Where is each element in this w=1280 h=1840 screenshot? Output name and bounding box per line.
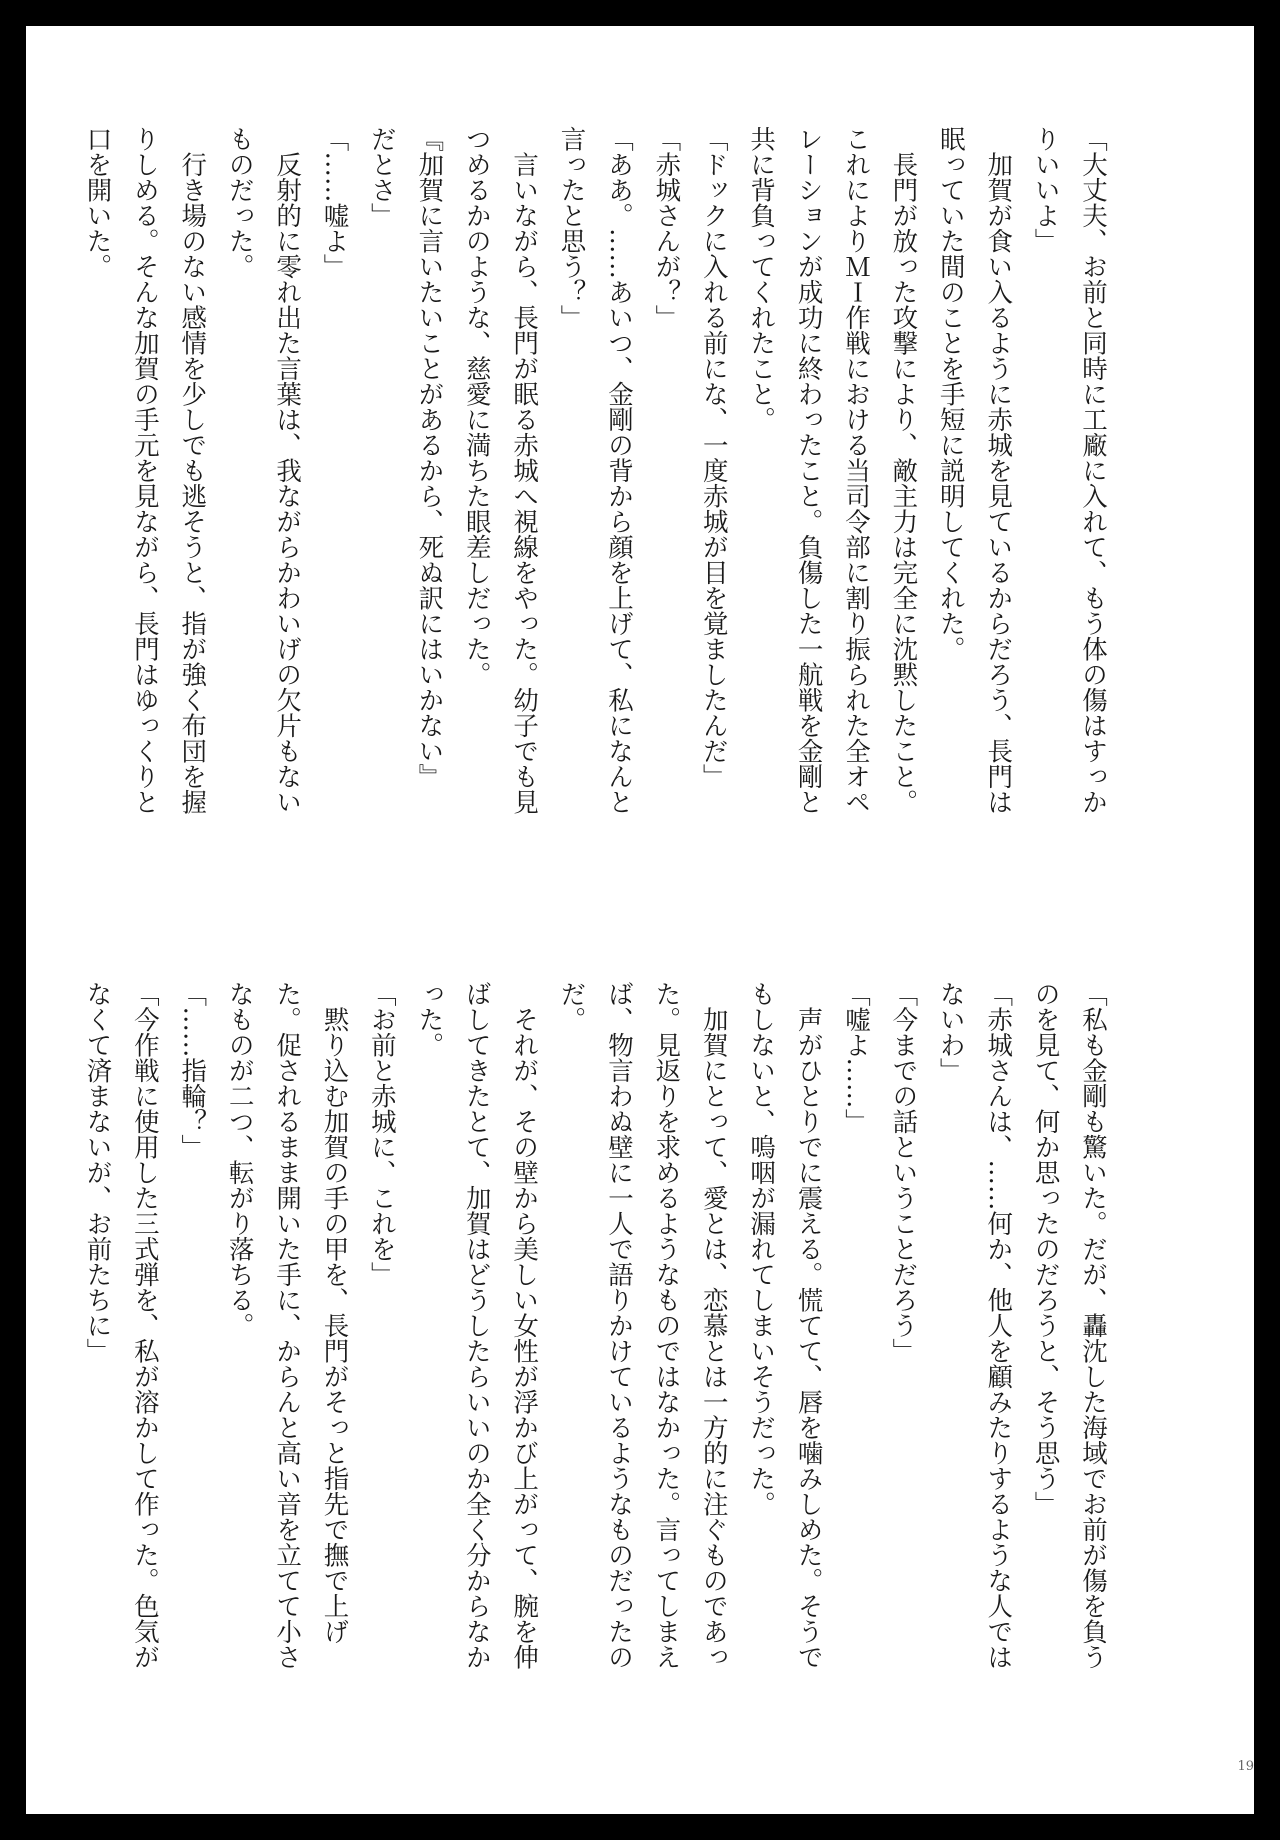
text-line: だとさ」 bbox=[366, 126, 397, 228]
text-line: 反射的に零れ出た言葉は、我ながらかわいげの欠片もない bbox=[272, 126, 303, 815]
text-line: りしめる。そんな加賀の手元を見ながら、長門はゆっくりと bbox=[129, 126, 160, 815]
text-line: ないわ」 bbox=[935, 981, 966, 1083]
text-line: だ。 bbox=[556, 981, 587, 1032]
text-line: りいいよ」 bbox=[1030, 126, 1061, 254]
text-line: 「今作戦に使用した三式弾を、私が溶かして作った。色気が bbox=[129, 981, 160, 1670]
text-line: それが、その壁から美しい女性が浮かび上がって、腕を伸 bbox=[509, 981, 540, 1670]
text-line: 長門が放った攻撃により、敵主力は完全に沈黙したこと。 bbox=[888, 126, 919, 815]
text-line: 「お前と赤城に、これを」 bbox=[366, 981, 397, 1287]
text-line: 「……嘘よ」 bbox=[319, 126, 350, 279]
text-line: 言ったと思う？」 bbox=[556, 126, 587, 330]
text-line: ものだった。 bbox=[224, 126, 255, 279]
text-line: 「大丈夫、お前と同時に工廠に入れて、もう体の傷はすっか bbox=[1078, 126, 1108, 815]
text-line: 「ドックに入れる前にな、一度赤城が目を覚ましたんだ」 bbox=[698, 126, 729, 789]
text-line: もしないと、嗚咽が漏れてしまいそうだった。 bbox=[746, 981, 777, 1517]
text-line: なくて済まないが、お前たちに」 bbox=[82, 981, 113, 1364]
text-line: 黙り込む加賀の手の甲を、長門がそっと指先で撫で上げ bbox=[319, 981, 350, 1644]
text-line: 行き場のない感情を少しでも逃そうと、指が強く布団を握 bbox=[177, 126, 208, 815]
text-line: 加賀にとって、愛とは、恋慕とは一方的に注ぐものであっ bbox=[698, 981, 729, 1670]
text-line: 「今までの話ということだろう」 bbox=[888, 981, 919, 1364]
text-line: 共に背負ってくれたこと。 bbox=[746, 126, 777, 432]
text-line: ば、物言わぬ壁に一人で語りかけているようなものだったの bbox=[603, 981, 634, 1670]
text-line: た。促されるまま開いた手に、からんと高い音を立てて小さ bbox=[272, 981, 303, 1670]
text-line: なものが二つ、転がり落ちる。 bbox=[224, 981, 255, 1338]
text-line: 言いながら、長門が眠る赤城へ視線をやった。幼子でも見 bbox=[509, 126, 540, 815]
text-line: 「……指輪？」 bbox=[177, 981, 208, 1160]
text-line: 「赤城さんが？」 bbox=[651, 126, 682, 330]
text-line: 「ああ。……あいつ、金剛の背から顔を上げて、私になんと bbox=[603, 126, 634, 815]
text-line: ばしてきたとて、加賀はどうしたらいいのか全く分からなか bbox=[461, 981, 492, 1670]
text-block-top bbox=[82, 126, 1116, 896]
text-line: つめるかのような、慈愛に満ちた眼差しだった。 bbox=[461, 126, 492, 687]
text-line: のを見て、何か思ったのだろうと、そう思う」 bbox=[1030, 981, 1061, 1517]
text-line: 加賀が食い入るように赤城を見ているからだろう、長門は bbox=[983, 126, 1014, 815]
text-block-bottom bbox=[82, 981, 1116, 1751]
text-line: 眠っていた間のことを手短に説明してくれた。 bbox=[935, 126, 966, 662]
text-line: これによりＭＩ作戦における当司令部に割り振られた全オペ bbox=[840, 126, 871, 815]
page-number: 19 bbox=[1237, 1759, 1254, 1774]
text-line: 「嘘よ……」 bbox=[840, 981, 871, 1134]
manuscript-page bbox=[26, 26, 1254, 1814]
text-line: 「赤城さんは、……何か、他人を顧みたりするような人では bbox=[983, 981, 1014, 1670]
text-line: 「私も金剛も驚いた。だが、轟沈した海域でお前が傷を負う bbox=[1078, 981, 1108, 1670]
text-line: 『加賀に言いたいことがあるから、死ぬ訳にはいかない』 bbox=[414, 126, 445, 789]
text-line: った。 bbox=[414, 981, 445, 1058]
text-line: た。見返りを求めるようなものではなかった。言ってしまえ bbox=[651, 981, 682, 1670]
text-line: 口を開いた。 bbox=[82, 126, 113, 279]
text-line: 声がひとりでに震える。慌てて、唇を噛みしめた。そうで bbox=[793, 981, 824, 1670]
text-line: レーションが成功に終わったこと。負傷した一航戦を金剛と bbox=[793, 126, 824, 815]
